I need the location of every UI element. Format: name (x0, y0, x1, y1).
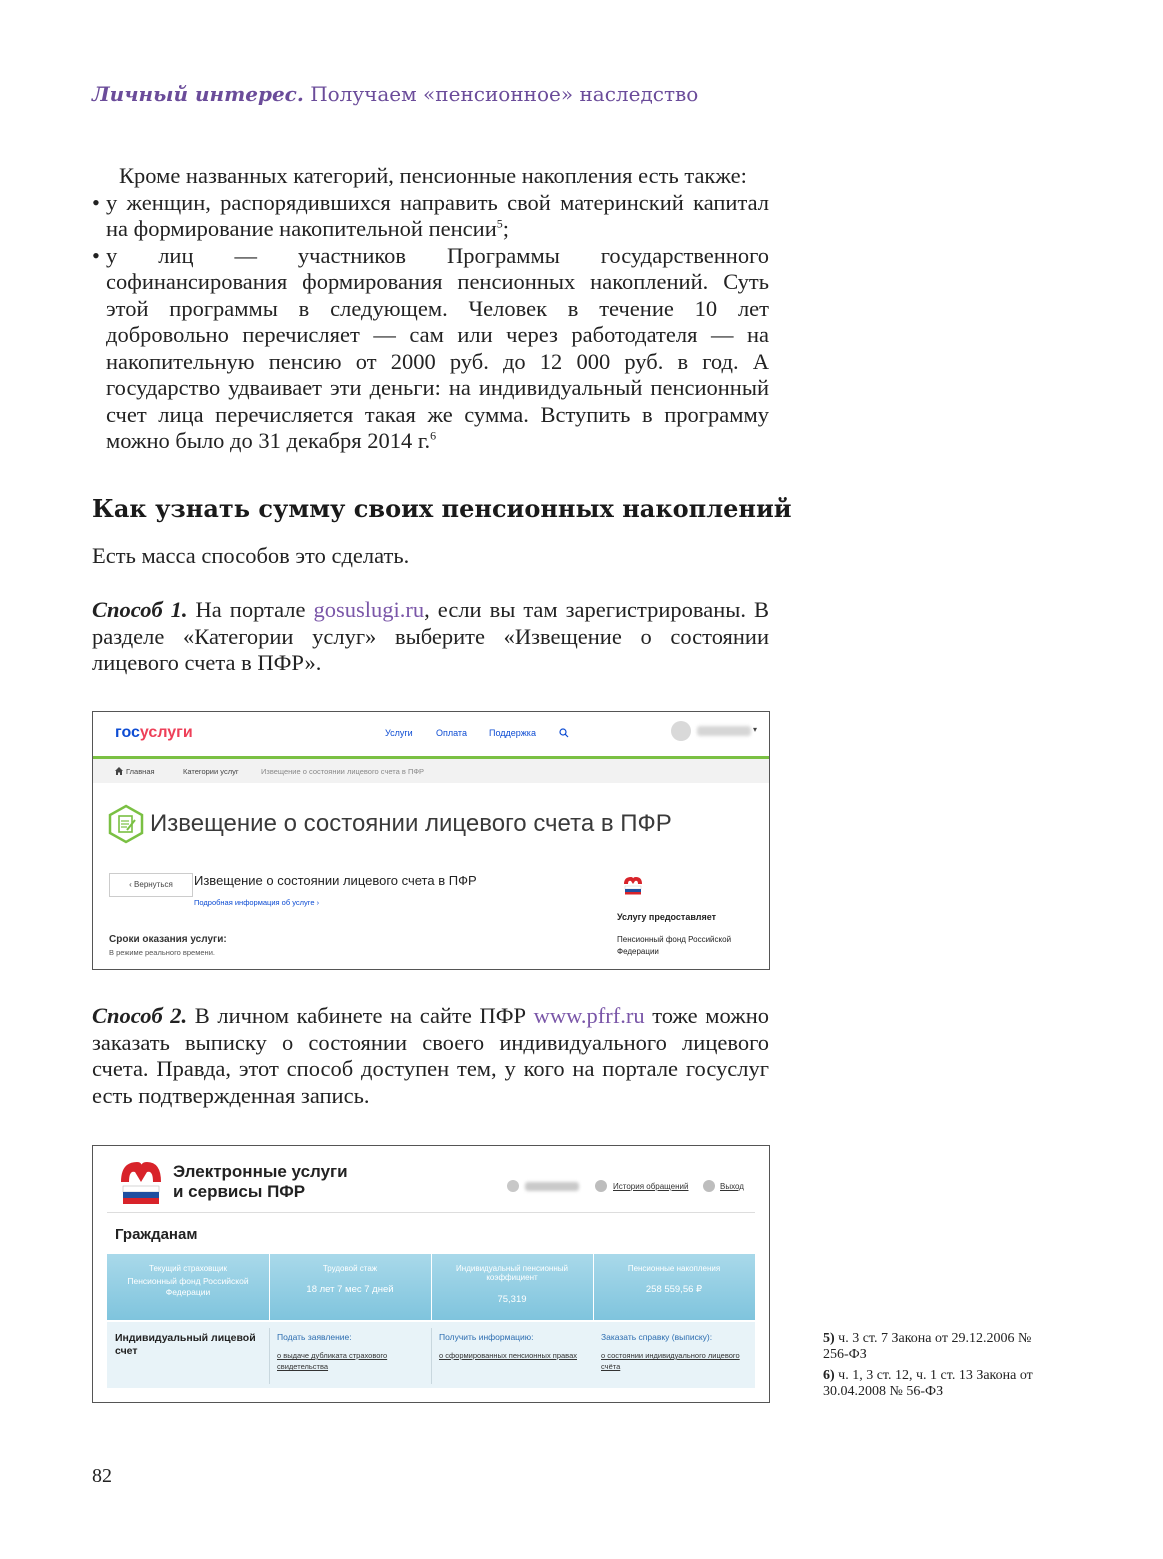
nav-support[interactable]: Поддержка (489, 728, 536, 738)
divider (269, 1328, 270, 1384)
footnotes (823, 1331, 1053, 1405)
statement-link[interactable]: о состоянии индивидуального лицевого счёта (601, 1351, 740, 1371)
user-name-blurred (525, 1182, 579, 1191)
bullet-icon: • (92, 189, 100, 215)
divider (107, 1212, 755, 1213)
page-number: 82 (92, 1465, 112, 1487)
footnote-number: 5) (823, 1331, 835, 1346)
back-button[interactable]: ‹ Вернуться (109, 873, 193, 897)
section-heading: Как узнать сумму своих пенсионных накоплений (92, 494, 792, 523)
info-link[interactable]: о сформированных пенсионных правах (439, 1351, 578, 1360)
bullet-icon: • (92, 242, 100, 268)
breadcrumb (93, 759, 769, 783)
list-item (92, 243, 769, 455)
list-item-text: у женщин, распорядившихся направить свой материнский капитал на формирование накопительной пенсии (106, 189, 769, 241)
footnote-ref: 5 (496, 216, 503, 231)
pfr-title: Электронные услуги и сервисы ПФР (173, 1162, 348, 1201)
stats-bar (107, 1254, 755, 1320)
account-panel (107, 1322, 755, 1388)
breadcrumb-current: Извещение о состоянии лицевого счета в ПФР (261, 767, 425, 776)
avatar[interactable] (671, 721, 691, 741)
intro-paragraph: Кроме названных категорий, пенсионные накопления есть также: (119, 163, 747, 188)
breadcrumb-home[interactable]: Главная (126, 767, 155, 776)
divider (431, 1328, 432, 1384)
way-1-after: , если вы там зарегистрированы. В разделе «Категории услуг» выберите «Извещение о состоянии лицевого счета в ПФР». (92, 597, 769, 675)
running-head (92, 82, 698, 106)
footnote-text: ч. 3 ст. 7 Закона от 29.12.2006 № 256-ФЗ (823, 1331, 1032, 1362)
way-2-paragraph (92, 1003, 769, 1109)
way-2-after: тоже можно заказать выписку о состоянии своего индивидуального лицевого счета. Правда, этот способ доступен тем, у кого на портале госуслуг есть подтвержденная запись. (92, 1003, 770, 1108)
list-item-text: у лиц — участников Программы государственного софинансирования формирования пенсионных накоплений. Суть этой программы в следующем. Человек в течение 10 лет добровольно перечисляет — сам или через работодателя — на накопительную пенсию от 2000 руб. до 12 000 руб. в год. А государство удваивает эти деньги: на индивидуальный пенсионный счет лица перечисляется такая же сумма. Вступить в программу можно было до 31 декабря 2014 г. (106, 242, 769, 453)
service-details-link[interactable]: Подробная информация об услуге › (194, 898, 320, 907)
footnote (823, 1368, 1053, 1400)
stat-pension-coefficient: Индивидуальный пенсионный коэффициент 75,319 (431, 1254, 594, 1320)
search-icon[interactable] (559, 728, 569, 738)
account-title: Индивидуальный лицевой счет (115, 1332, 256, 1357)
gosuslugi-screenshot (92, 711, 770, 970)
pfrf-link[interactable]: www.pfrf.ru (533, 1003, 645, 1028)
running-head-title: Получаем «пенсионное» наследство (310, 82, 699, 106)
statement-heading: Заказать справку (выписку): (601, 1332, 713, 1342)
footnote-text: ч. 1, 3 ст. 12, ч. 1 ст. 13 Закона от 30.04.2008 № 56-ФЗ (823, 1368, 1033, 1399)
list-item (92, 190, 769, 243)
pfr-cabinet-screenshot (92, 1145, 770, 1403)
history-icon (595, 1180, 607, 1192)
nav-payment[interactable]: Оплата (436, 728, 467, 738)
apply-heading: Подать заявление: (277, 1332, 352, 1342)
provider-name: Пенсионный фонд Российской Федерации (617, 935, 732, 956)
stat-insurer: Текущий страховщик Пенсионный фонд Российской Федерации (107, 1254, 270, 1320)
footnote (823, 1331, 1053, 1363)
bullet-list (92, 163, 769, 455)
section-title: Гражданам (115, 1226, 198, 1243)
gosuslugi-link[interactable]: gosuslugi.ru (313, 597, 425, 622)
apply-link[interactable]: о выдаче дубликата страхового свидетельства (277, 1351, 388, 1371)
terms-heading: Сроки оказания услуги: (109, 934, 227, 945)
way-1-before: На портале (195, 597, 306, 622)
list-item-tail: ; (502, 216, 509, 241)
user-name-blurred (697, 726, 751, 736)
way-2-label: Способ 2. (92, 1003, 188, 1028)
nav-services[interactable]: Услуги (385, 728, 413, 738)
info-heading: Получить информацию: (439, 1332, 534, 1342)
section-intro: Есть масса способов это сделать. (92, 543, 410, 568)
stat-work-experience: Трудовой стаж 18 лет 7 мес 7 дней (269, 1254, 432, 1320)
running-head-bold: Личный интерес. (92, 82, 304, 106)
chevron-down-icon[interactable]: ▾ (753, 725, 758, 734)
page-title: Извещение о состоянии лицевого счета в ПФР (150, 810, 672, 837)
history-link[interactable]: История обращений (613, 1182, 689, 1191)
logout-link[interactable]: Выход (720, 1182, 744, 1191)
stat-pension-savings: Пенсионные накопления 258 559,56 ₽ (627, 1264, 721, 1295)
user-icon (507, 1180, 519, 1192)
way-1-label: Способ 1. (92, 597, 188, 622)
gosuslugi-logo[interactable]: госуслуги (115, 724, 193, 741)
pfr-logo-icon (621, 875, 645, 895)
footnote-ref: 6 (430, 428, 437, 443)
breadcrumb-categories[interactable]: Категории услуг (183, 767, 239, 776)
terms-value: В режиме реального времени. (109, 948, 215, 957)
logout-icon (703, 1180, 715, 1192)
gosuslugi-header (93, 712, 769, 759)
way-2-before: В личном кабинете на сайте ПФР (194, 1003, 526, 1028)
provider-heading: Услугу предоставляет (617, 912, 717, 922)
home-icon (115, 767, 123, 775)
service-title: Извещение о состоянии лицевого счета в ПФР (194, 873, 477, 888)
pfr-logo-icon (117, 1158, 165, 1208)
way-1-paragraph (92, 597, 769, 677)
footnote-number: 6) (823, 1368, 835, 1383)
document-edit-icon (107, 804, 145, 844)
